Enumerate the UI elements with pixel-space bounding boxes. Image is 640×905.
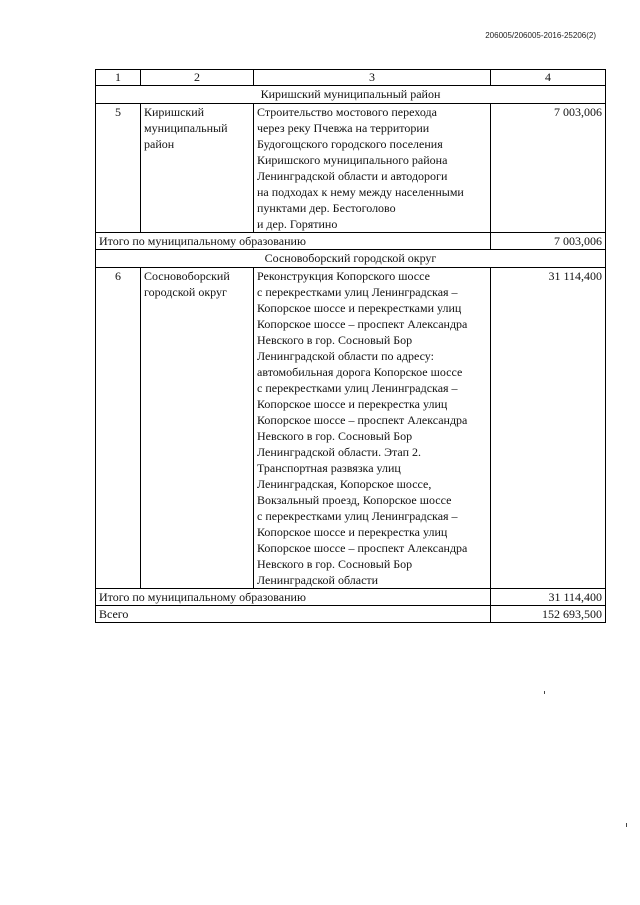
subtotal-value: 31 114,400 — [491, 589, 606, 606]
total-value: 152 693,500 — [491, 606, 606, 623]
subtotal-label: Итого по муниципальному образованию — [96, 233, 491, 250]
amount-value: 7 003,006 — [491, 104, 606, 233]
table-row — [96, 104, 606, 233]
municipality-name: Сосновоборский городской округ — [141, 268, 254, 589]
column-number: 3 — [254, 70, 491, 86]
row-number: 6 — [96, 268, 141, 589]
subtotal-row — [96, 589, 606, 606]
allocation-table — [95, 69, 606, 623]
section-header-row — [96, 86, 606, 104]
subtotal-label: Итого по муниципальному образованию — [96, 589, 491, 606]
project-description: Реконструкция Копорского шоссе с перекрестками улиц Ленинградская – Копорское шоссе и перекрестками улиц Копорское шоссе – проспект Александра Невского в гор. Сосновый Бор Ленинградской области по адресу: автомобильная дорога Копорское шоссе с перекрестками улиц Ленинградская – Копорское шоссе и перекрестка улиц Копорское шоссе – проспект Александра Невского в гор. Сосновый Бор Ленинградской области. Этап 2. Транспортная развязка улиц Ленинградская, Копорское шоссе, Вокзальный проезд, Копорское шоссе с перекрестками улиц Ленинградская – Копорское шоссе и перекрестка улиц Копорское шоссе – проспект Александра Невского в гор. Сосновый Бор Ленинградской области — [254, 268, 491, 589]
column-number-row — [96, 70, 606, 86]
column-number: 1 — [96, 70, 141, 86]
section-header-row — [96, 250, 606, 268]
section-title: Киришский муниципальный район — [96, 86, 606, 104]
municipality-name: Киришский муниципальный район — [141, 104, 254, 233]
column-number: 4 — [491, 70, 606, 86]
project-description: Строительство мостового перехода через реку Пчевжа на территории Будогощского городского поселения Киришского муниципального района Ленинградской области и автодороги на подходах к нему между населенными пунктами дер. Бестоголово и дер. Горятино — [254, 104, 491, 233]
table-row — [96, 268, 606, 589]
subtotal-value: 7 003,006 — [491, 233, 606, 250]
section-title: Сосновоборский городской округ — [96, 250, 606, 268]
row-number: 5 — [96, 104, 141, 233]
document-code: 206005/206005-2016-25206(2) — [485, 31, 596, 40]
total-label: Всего — [96, 606, 491, 623]
scan-speck — [544, 691, 545, 694]
scan-speck — [626, 823, 627, 827]
subtotal-row — [96, 233, 606, 250]
amount-value: 31 114,400 — [491, 268, 606, 589]
total-row — [96, 606, 606, 623]
column-number: 2 — [141, 70, 254, 86]
